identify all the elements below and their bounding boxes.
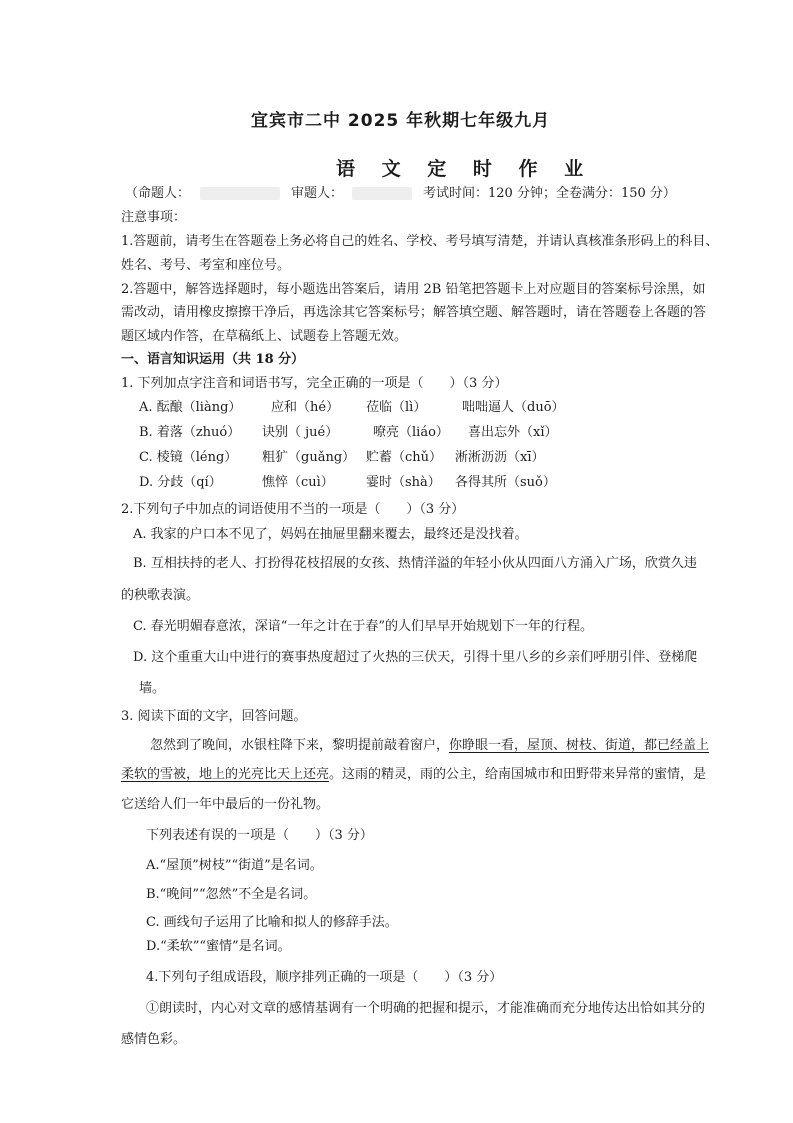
setter-label: （命题人： [125,186,191,201]
note-1-line-1: 1.答题前，请考生在答题卷上务必将自己的姓名、学校、考号填写清楚，并请认真核准条形码上的科目、 [121,234,719,249]
q3-option-b: B.“晚间”“忽然”不全是名词。 [146,887,317,902]
q2-option-d-line-2: 墙。 [139,681,166,696]
q1-stem: 1. 下列加点字注音和词语书写，完全正确的一项是（ ）（3 分） [121,376,508,391]
q3-passage-underlined-2: 柔软的雪被，地上的光亮比天上还亮 [121,767,330,782]
q4-sentence-1-line-1: ①朗读时，内心对文章的感情基调有一个明确的把握和提示，才能准确而充分地传达出恰如其分的 [146,1001,706,1016]
q4-stem: 4.下列句子组成语段，顺序排列正确的一项是（ ）（3 分） [146,970,503,985]
reviewer-label: 审题人： [291,186,344,201]
section-1-heading: 一、语言知识运用（共 18 分） [121,352,305,367]
q3-passage-line-2 [121,768,706,781]
q3-stem: 3. 阅读下面的文字，回答问题。 [121,709,307,724]
q2-stem: 2.下列句子中加点的词语使用不当的一项是（ ）（3 分） [121,502,465,517]
q3-sub-stem: 下列表述有误的一项是（ ）（3 分） [146,828,373,843]
notes-heading: 注意事项： [121,210,187,225]
q1-option-c-1: C. 棱镜（léng） [139,450,238,465]
q1-option-c-2: 粗犷（guǎng） [262,450,356,465]
q1-option-a-3: 莅临（lì） [366,400,427,415]
q1-option-b-4: 喜出忘外（xǐ） [468,425,558,440]
redacted-reviewer-name [352,187,412,200]
redacted-setter-name [200,187,280,200]
q1-option-b-1: B. 着落（zhuó） [139,425,241,440]
q1-option-a-4: 咄咄逼人（duō） [462,400,565,415]
note-2-line-3: 题区域内作答，在草稿纸上、试题卷上答题无效。 [121,329,408,344]
q1-option-d-4: 各得其所（suǒ） [455,475,556,490]
q3-passage-line-1 [150,739,709,752]
q1-option-b-3: 嘹亮（liáo） [373,425,449,440]
q1-option-a-1: A. 酝酿（liàng） [139,400,242,415]
exam-subtitle: 语 文 定 时 作 业 [336,158,594,180]
q2-option-c: C. 春光明媚春意浓，深谙“一年之计在于春”的人们早早开始规划下一年的行程。 [133,619,594,634]
q3-option-d: D.“柔软”“蜜情”是名词。 [146,939,291,954]
q1-option-c-3: 贮蓄（chǔ） [366,450,443,465]
q3-passage-underlined-1: 你睁眼一看，屋顶、树枝、街道，都已经盖上 [449,738,710,753]
q3-option-a: A.“屋顶”树枝”“街道”是名词。 [146,858,323,873]
q1-option-d-2: 憔悴（cuì） [262,475,334,490]
note-2-line-2: 需改动，请用橡皮擦擦干净后，再选涂其它答案标号；解答填空题、解答题时，请在答题卷上各题的答 [121,305,707,320]
q3-passage-line-1-plain: 忽然到了晚间，水银柱降下来，黎明提前敲着窗户， [150,738,450,753]
exam-time-score: 考试时间：120 分钟；全卷满分：150 分） [423,186,676,201]
q3-passage-line-2-plain: 。这雨的精灵，雨的公主，给南国城市和田野带来异常的蜜情，是 [329,767,707,782]
q2-option-d-line-1: D. 这个重重大山中进行的赛事热度超过了火热的三伏天，引得十里八乡的乡亲们呼朋引伴、登梯爬 [133,650,698,665]
q2-option-b-line-2: 的秧歌表演。 [121,588,200,603]
q1-option-a-2: 应和（hé） [271,400,340,415]
q1-option-c-4: 淅淅沥沥（xī） [455,450,545,465]
q4-sentence-1-line-2: 感情色彩。 [121,1032,187,1047]
q2-option-a: A. 我家的户口本不见了，妈妈在抽屉里翻来覆去，最终还是没找着。 [133,527,528,542]
note-1-line-2: 姓名、考号、考室和座位号。 [121,258,291,273]
exam-title: 宜宾市二中 2025 年秋期七年级九月 [251,111,551,131]
q2-option-b-line-1: B. 互相扶持的老人、打扮得花枝招展的女孩、热情洋溢的年轻小伙从四面八方涌入广场，欣赏久违 [133,556,697,571]
q3-option-c: C. 画线句子运用了比喻和拟人的修辞手法。 [146,915,398,930]
q1-option-d-1: D. 分歧（qí） [139,475,222,490]
note-2-line-1: 2.答题中，解答选择题时，每小题选出答案后，请用 2B 铅笔把答题卡上对应题目的答案标号涂黑，如 [121,282,706,297]
q3-passage-line-3: 它送给人们一年中最后的一份礼物。 [121,797,330,812]
q1-option-b-2: 诀别（ jué） [262,425,339,440]
q1-option-d-3: 霎时（shà） [366,475,441,490]
